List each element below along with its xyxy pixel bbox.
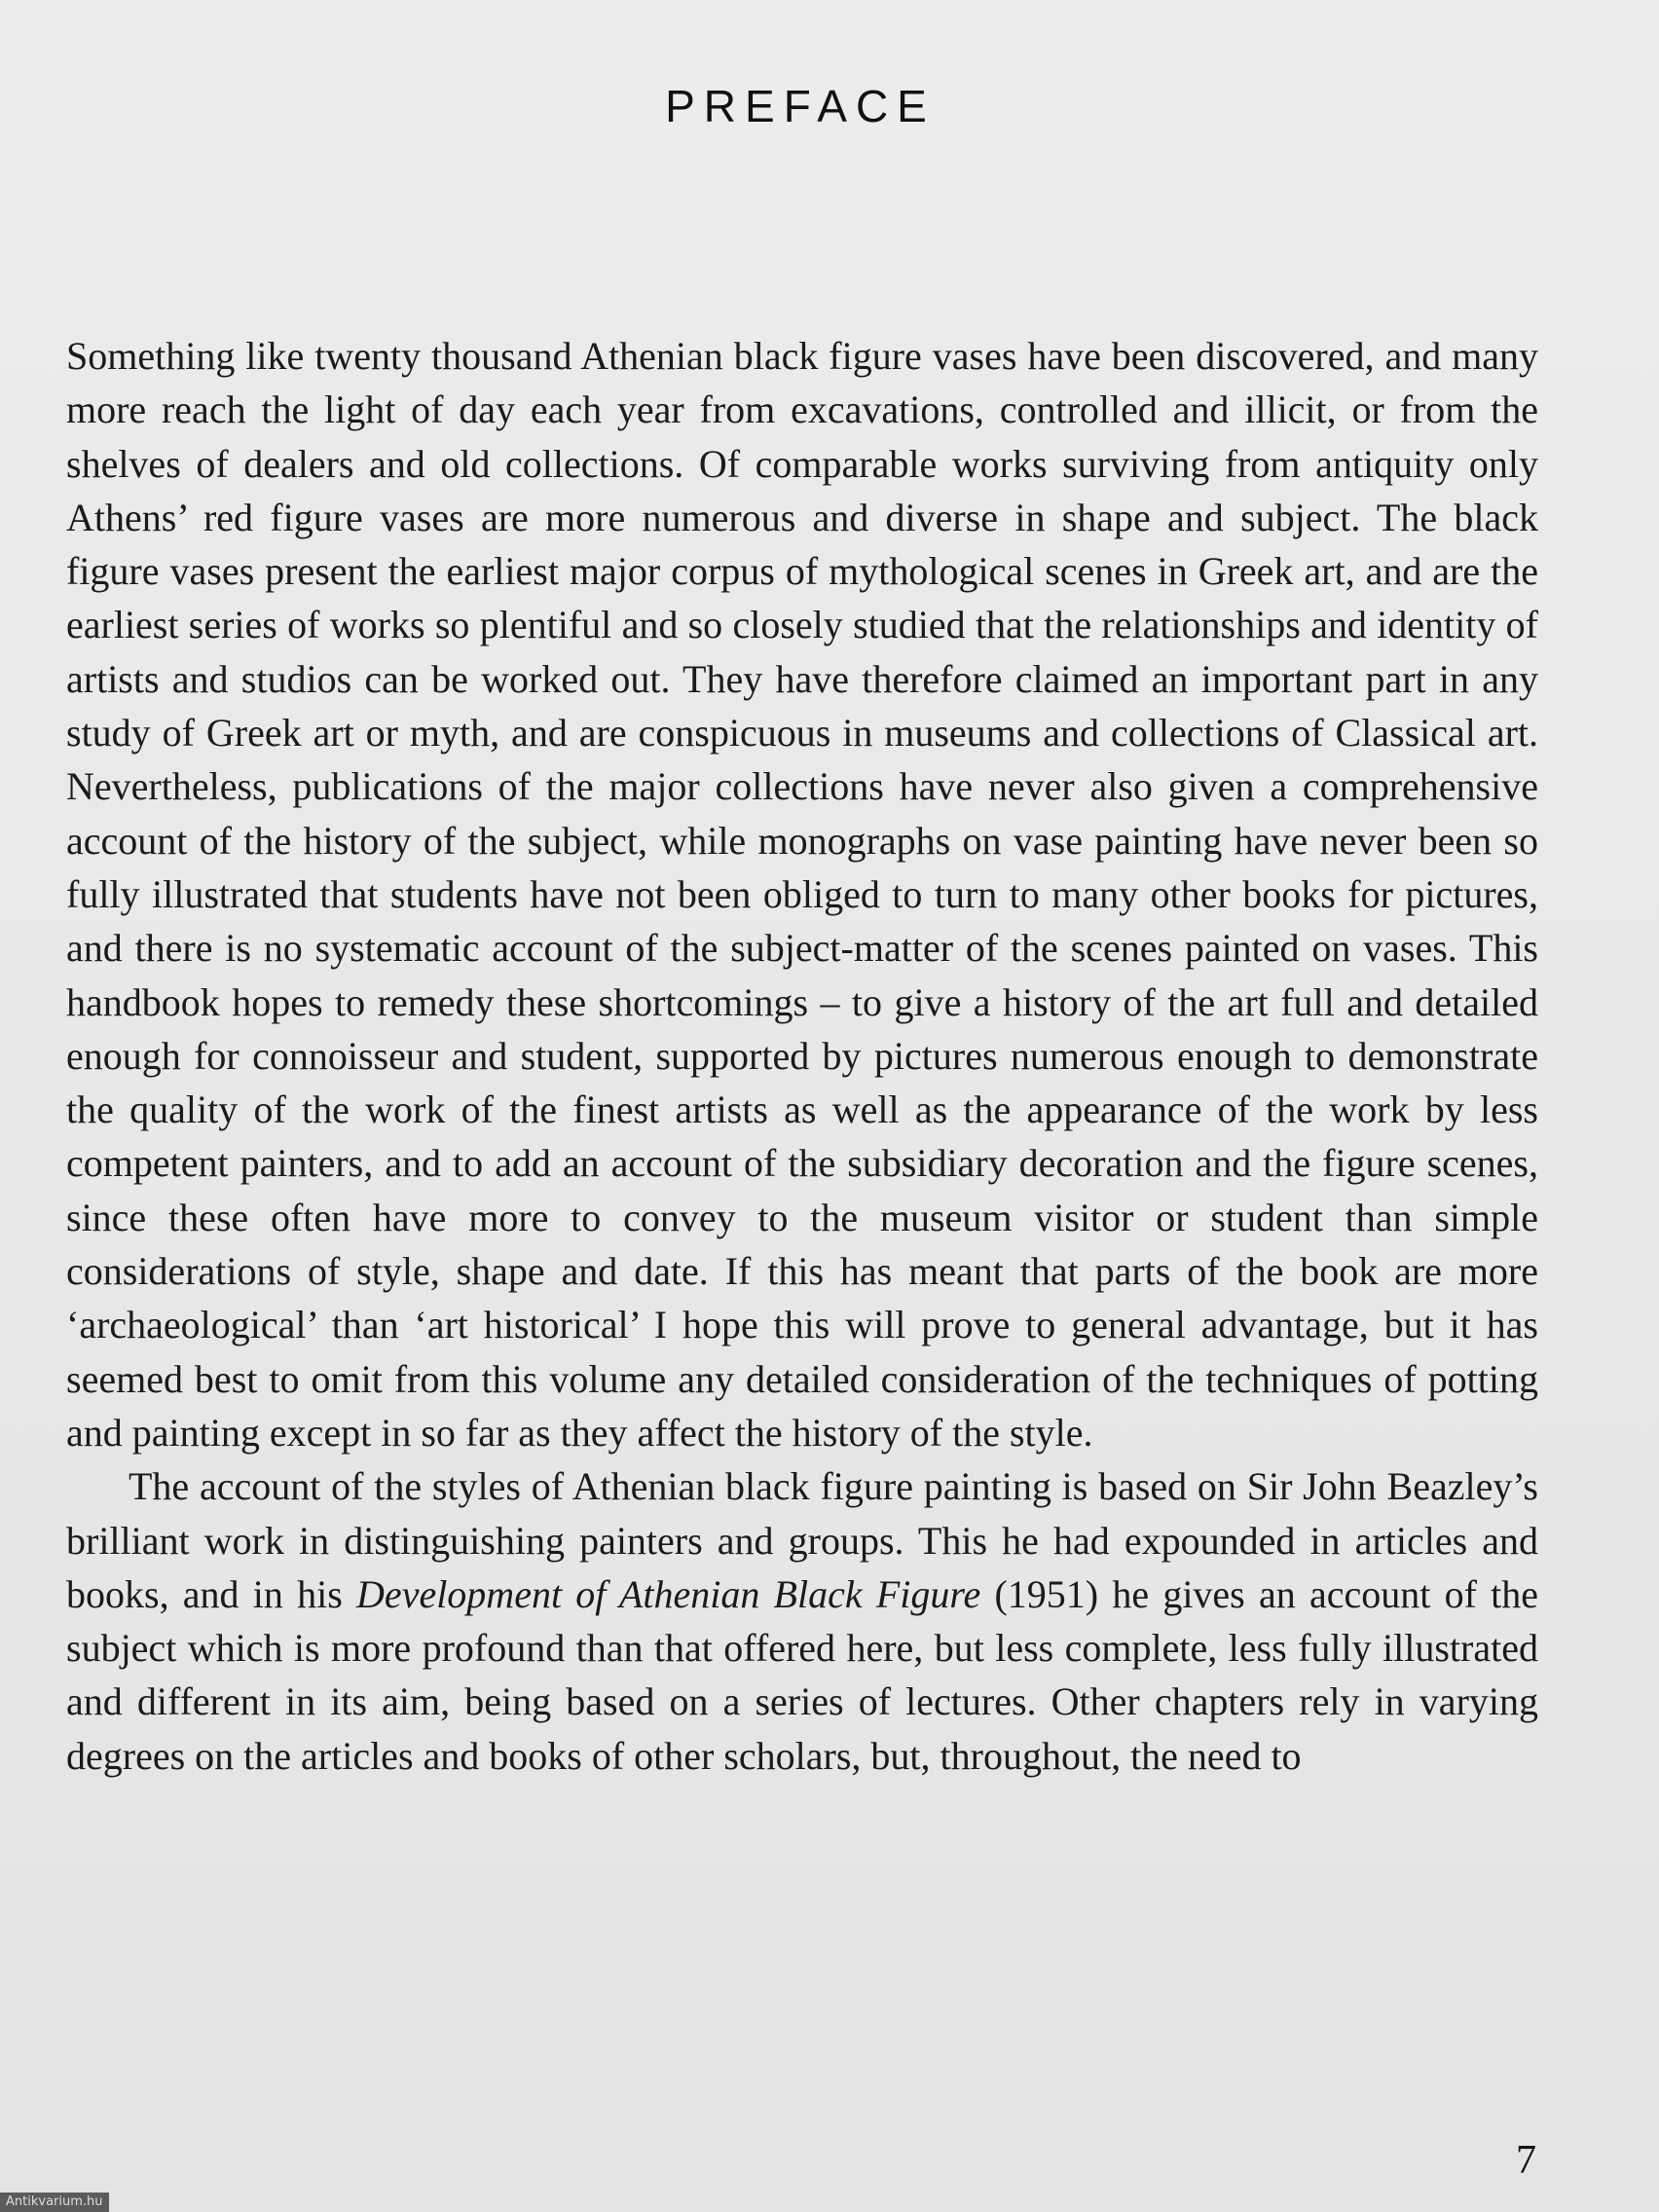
paragraph-2-rest: (1951) he gives an account of the subject which is more profound than that offered here, but less complete, less fully illustrated and different in its aim, being based on a series of lectures. Other chapters rely in varying degrees on the articles and books of other scholars, but, throughout, the need to	[66, 1571, 1538, 1778]
paragraph-1: Something like twenty thousand Athenian black figure vases have been discovered, and many more reach the light of day each year from excavations, controlled and illicit, or from the shelves of dealers and old collections. Of comparable works surviving from antiquity only Athens’ red figure vases are more numerous and diverse in shape and subject. The black figure vases present the earliest major corpus of mythological scenes in Greek art, and are the earliest series of works so plentiful and so closely studied that the relationships and identity of artists and studios can be worked out. They have therefore claimed an important part in any study of Greek art or myth, and are conspicuous in museums and collections of Classical art. Nevertheless, publications of the major collections have never also given a comprehensive account of the history of the subject, while monographs on vase painting have never been so fully illustrated that students have not been obliged to turn to many other books for pictures, and there is no systematic account of the subject-matter of the scenes painted on vases. This handbook hopes to remedy these shortcomings – to give a history of the art full and detailed enough for connoisseur and student, supported by pictures numerous enough to demonstrate the quality of the work of the finest artists as well as the appearance of the work by less competent painters, and to add an account of the subsidiary decoration and the figure scenes, since these often have more to convey to the museum visitor or student than simple considerations of style, shape and date. If this has meant that parts of the book are more ‘archaeological’ than ‘art historical’ I hope this will prove to general advantage, but it has seemed best to omit from this volume any detailed consideration of the techniques of potting and painting except in so far as they affect the history of the style.	[66, 334, 1538, 1455]
book-title-italic: Development of Athenian Black Figure	[356, 1571, 981, 1616]
paragraph-2-lead: The account of the styles of Athenian black figure painting is based on Sir John Beazley’s brilliant work in distinguishing painters and groups. This he had expounded in articles and books, and in his	[66, 1464, 1538, 1616]
page-title: PREFACE	[665, 81, 936, 131]
page-number: 7	[1516, 2138, 1536, 2183]
paragraph-2	[66, 1459, 1538, 1783]
watermark: Antikvarium.hu	[0, 2193, 109, 2212]
body-text	[66, 329, 1538, 1783]
